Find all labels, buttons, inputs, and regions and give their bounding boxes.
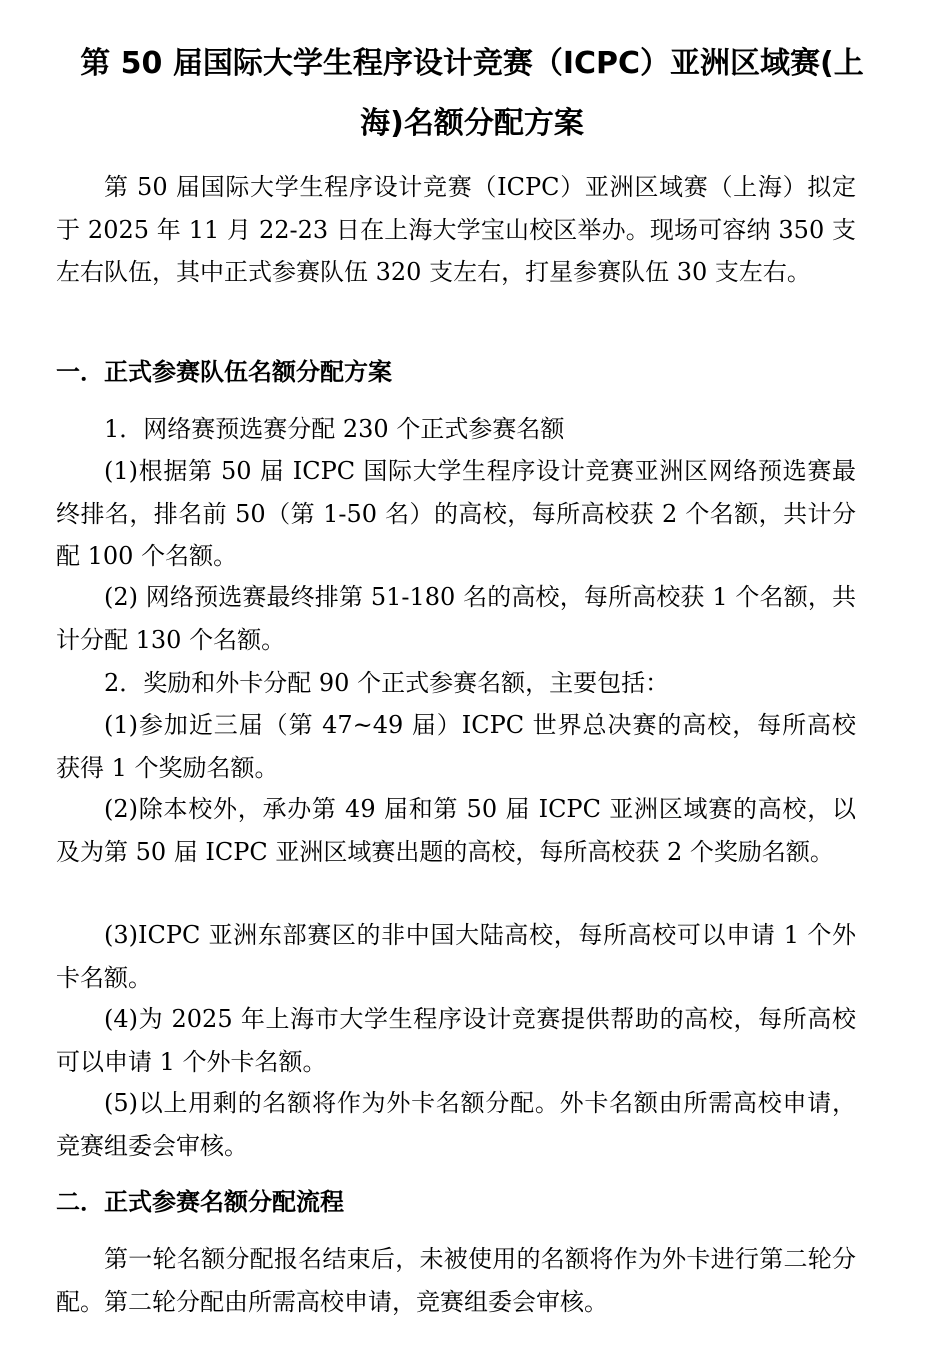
section-1-item-2-sub-4: (4)为 2025 年上海市大学生程序设计竞赛提供帮助的高校，每所高校可以申请 1 个外卡名额。 <box>56 1005 856 1076</box>
section-1-item-1-title: 1．网络赛预选赛分配 230 个正式参赛名额 <box>104 415 565 443</box>
document-title-line-1: 第 50 届国际大学生程序设计竞赛（ICPC）亚洲区域赛(上 <box>80 46 864 81</box>
section-1-heading: 一．正式参赛队伍名额分配方案 <box>56 358 392 386</box>
section-1-item-2-title: 2．奖励和外卡分配 90 个正式参赛名额，主要包括： <box>104 669 670 697</box>
section-1-item-1-sub-2: (2) 网络预选赛最终排第 51-180 名的高校，每所高校获 1 个名额，共计分配 130 个名额。 <box>56 583 856 654</box>
section-2-heading: 二．正式参赛名额分配流程 <box>56 1188 344 1216</box>
intro-paragraph: 第 50 届国际大学生程序设计竞赛（ICPC）亚洲区域赛（上海）拟定于 2025 年 11 月 22-23 日在上海大学宝山校区举办。现场可容纳 350 支左右队伍，其中正式参赛队伍 320 支左右，打星参赛队伍 30 支左右。 <box>56 173 856 286</box>
section-1-item-2-sub-3: (3)ICPC 亚洲东部赛区的非中国大陆高校，每所高校可以申请 1 个外卡名额。 <box>56 921 856 992</box>
section-1-item-1-sub-1: (1)根据第 50 届 ICPC 国际大学生程序设计竞赛亚洲区网络预选赛最终排名，排名前 50（第 1-50 名）的高校，每所高校获 2 个名额，共计分配 100 个名额。 <box>56 457 856 570</box>
section-1-item-2-sub-1: (1)参加近三届（第 47~49 届）ICPC 世界总决赛的高校，每所高校获得 1 个奖励名额。 <box>56 711 856 782</box>
section-1-item-2-sub-2: (2)除本校外，承办第 49 届和第 50 届 ICPC 亚洲区域赛的高校，以及为第 50 届 ICPC 亚洲区域赛出题的高校，每所高校获 2 个奖励名额。 <box>56 795 856 866</box>
section-2-body: 第一轮名额分配报名结束后，未被使用的名额将作为外卡进行第二轮分配。第二轮分配由所需高校申请，竞赛组委会审核。 <box>56 1245 856 1316</box>
section-1-item-2-sub-5: (5)以上用剩的名额将作为外卡名额分配。外卡名额由所需高校申请，竞赛组委会审核。 <box>56 1089 856 1160</box>
document-title-line-2: 海)名额分配方案 <box>360 106 584 141</box>
